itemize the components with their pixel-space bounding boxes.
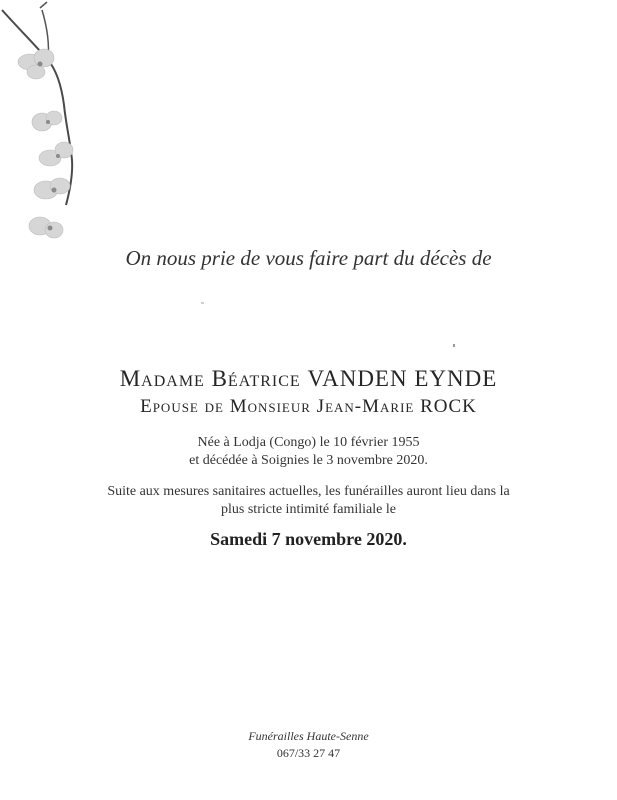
spouse-line	[0, 396, 617, 418]
birth-line: Née à Lodja (Congo) le 10 février 1955	[197, 435, 420, 450]
funeral-home-phone: 067/33 27 47	[276, 746, 341, 760]
deceased-surname: VANDEN EYNDE	[307, 366, 498, 391]
death-line: et décédée à Soignies le 3 novembre 2020.	[189, 453, 428, 468]
deceased-name-prefix: Madame Béatrice	[119, 366, 301, 391]
announcement-intro: On nous prie de vous faire part du décès de	[125, 246, 492, 270]
notice-line-2: plus stricte intimité familiale le	[221, 502, 396, 517]
deceased-name	[0, 366, 617, 392]
ceremony-date: Samedi 7 novembre 2020.	[210, 529, 407, 549]
funeral-home-footer	[0, 728, 617, 762]
funeral-home-name: Funérailles Haute-Senne	[248, 729, 369, 743]
funeral-notice	[0, 483, 617, 519]
notice-line-1: Suite aux mesures sanitaires actuelles, les funérailles auront lieu dans la	[107, 484, 510, 499]
spouse-prefix: Epouse de Monsieur Jean-Marie	[140, 396, 415, 417]
birth-death-details	[0, 434, 617, 470]
print-speck	[453, 344, 455, 347]
print-speck	[201, 302, 204, 304]
orchid-branch-decoration	[0, 0, 95, 250]
spouse-surname: ROCK	[420, 396, 477, 417]
